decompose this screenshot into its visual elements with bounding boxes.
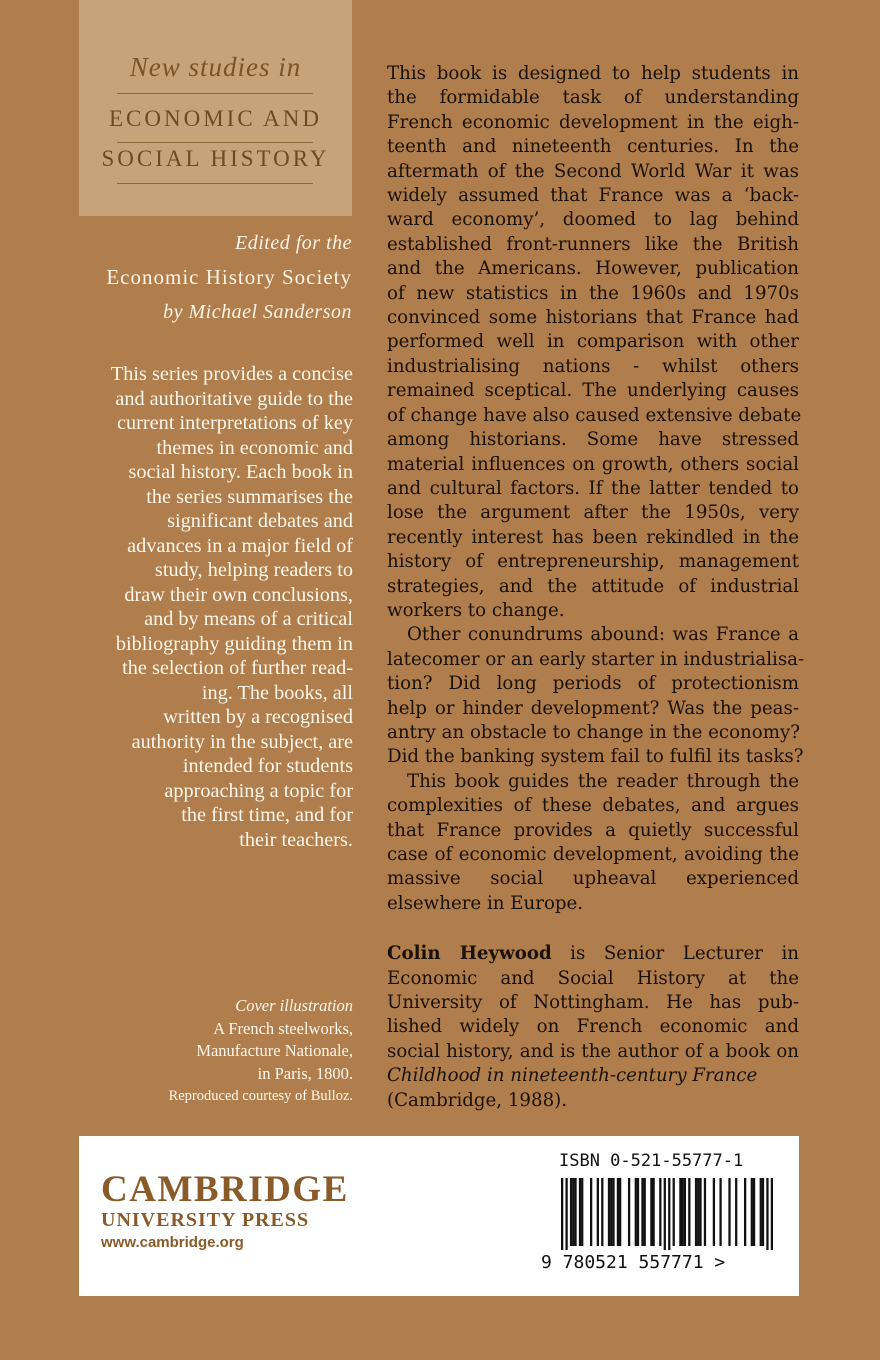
blurb-line: the formidable task of understanding	[387, 87, 799, 109]
barcode-bar	[574, 1178, 576, 1246]
blurb-line: workers to change.	[387, 599, 565, 621]
publisher-panel	[79, 1136, 799, 1296]
series-description-line: and by means of a critical	[144, 608, 353, 630]
series-description-line: advances in a major field of	[127, 534, 353, 557]
blurb-line: ward economy’, doomed to lag behind	[387, 209, 799, 231]
barcode-bar	[619, 1178, 621, 1246]
barcode-bar	[659, 1178, 661, 1246]
barcode-bar	[695, 1178, 697, 1246]
cover-illustration-line: A French steelworks,	[213, 1018, 353, 1038]
blurb-line: This book is designed to help students in	[387, 63, 799, 84]
blurb-line: tion? Did long periods of protectionism	[387, 673, 799, 695]
blurb-line: This book guides the reader through the	[407, 770, 799, 792]
barcode-bar	[688, 1178, 690, 1246]
blurb-line: and cultural factors. If the latter tended to	[387, 477, 799, 499]
barcode-bar	[601, 1178, 603, 1246]
cover-illustration-heading: Cover illustration	[235, 996, 353, 1015]
blurb-line: widely assumed that France was a ‘back-	[387, 185, 799, 207]
series-caps-line-2: SOCIAL HISTORY	[101, 146, 330, 171]
barcode-bar	[590, 1178, 592, 1246]
barcode-bar	[608, 1178, 610, 1246]
barcode-bar	[751, 1178, 753, 1246]
cover-illustration-line: in Paris, 1800.	[257, 1063, 353, 1083]
author-bio-line: is Senior Lecturer in	[551, 943, 799, 965]
blurb-line: recently interest has been rekindled in the	[387, 526, 799, 548]
blurb-line: lose the argument after the 1950s, very	[387, 502, 799, 524]
series-description-line: the first time, and for	[181, 804, 353, 826]
series-description-line: the selection of further read-	[122, 657, 353, 679]
barcode-bar	[610, 1178, 612, 1246]
blurb-line: of change have also caused extensive debate	[387, 404, 802, 426]
barcode-bar	[612, 1178, 614, 1246]
barcode-bar	[699, 1178, 701, 1246]
blurb-line: material influences on growth, others social	[387, 453, 799, 475]
barcode-bar	[762, 1178, 764, 1246]
blurb-line: industrialising nations - whilst others	[387, 355, 799, 377]
blurb-line: among historians. Some have stressed	[387, 429, 799, 451]
barcode-bar	[637, 1178, 639, 1246]
barcode-bar	[771, 1178, 773, 1250]
series-description-line: current interpretations of key	[117, 412, 353, 434]
blurb-line: elsewhere in Europe.	[387, 892, 584, 914]
blurb-line: convinced some historians that France had	[387, 307, 799, 329]
blurb-line: latecomer or an early starter in industrialisa-	[387, 648, 805, 670]
blurb-line: performed well in comparison with other	[387, 331, 799, 353]
series-description-line: themes in economic and	[156, 436, 353, 459]
barcode-bar	[641, 1178, 643, 1246]
blurb-line: massive social upheaval experienced	[387, 868, 799, 890]
blurb-line: established front-runners like the British	[387, 233, 799, 255]
blurb-line: that France provides a quietly successful	[387, 819, 799, 841]
blurb-paragraph	[387, 62, 802, 623]
cover-illustration-line: Reproduced courtesy of Bulloz.	[168, 1088, 353, 1104]
blurb-paragraph	[387, 623, 805, 769]
series-description-line: written by a recognised	[163, 706, 353, 728]
blurb-line: strategies, and the attitude of industrial	[387, 575, 799, 597]
barcode-bar	[570, 1178, 572, 1246]
isbn-label: ISBN 0-521-55777-1	[559, 1151, 744, 1171]
barcode-bar	[697, 1178, 699, 1246]
barcode-bar	[650, 1178, 652, 1246]
series-description-line: ing. The books, all	[201, 681, 353, 704]
barcode-bar	[635, 1178, 637, 1246]
barcode-bar	[652, 1178, 654, 1246]
series-description-line: This series provides a concise	[110, 363, 353, 385]
author-bio-line: (Cambridge, 1988).	[387, 1089, 568, 1111]
cover-illustration-credit	[100, 995, 353, 1108]
series-title-box	[79, 0, 352, 216]
series-description-line: and authoritative guide to the	[115, 387, 353, 410]
series-italic-title: New studies in	[129, 52, 302, 82]
barcode-bar	[579, 1178, 581, 1246]
barcode-bar	[728, 1178, 730, 1246]
series-divider	[117, 142, 313, 143]
barcode-bar	[668, 1178, 670, 1250]
editor-line-3: by Michael Sanderson	[163, 301, 352, 323]
barcode-bar	[617, 1178, 619, 1246]
blurb-line: Other conundrums abound: was France a	[407, 624, 799, 646]
barcode-bar	[744, 1178, 746, 1246]
author-bio-line: lished widely on French economic and	[387, 1016, 799, 1038]
barcode-bar	[644, 1178, 646, 1246]
series-divider	[117, 93, 313, 94]
series-description-line: their teachers.	[239, 828, 353, 851]
barcode-bar	[682, 1178, 684, 1246]
publisher-subname: UNIVERSITY PRESS	[101, 1209, 310, 1231]
series-caps-line-1: ECONOMIC AND	[109, 106, 322, 131]
ean-number: 9 780521 557771 >	[541, 1252, 726, 1273]
barcode-bar	[713, 1178, 715, 1246]
blurb-line: help or hinder development? Was the peas-	[387, 697, 799, 719]
author-name: Colin Heywood	[387, 943, 552, 965]
barcode-bar	[735, 1178, 737, 1246]
blurb-line: aftermath of the Second World War it was	[387, 160, 799, 182]
series-description-line: intended for students	[182, 755, 353, 777]
blurb-line: history of entrepreneurship, management	[387, 551, 799, 573]
editor-line-1: Edited for the	[235, 232, 352, 254]
series-description	[70, 362, 353, 852]
barcode	[561, 1178, 773, 1250]
editor-line-2: Economic History Society	[106, 265, 352, 289]
publisher-logo	[101, 1168, 349, 1232]
blurb-line: of new statistics in the 1960s and 1970s	[387, 282, 799, 304]
blurb-line: case of economic development, avoiding the	[387, 844, 799, 865]
barcode-bar	[561, 1178, 563, 1250]
series-description-line: social history. Each book in	[128, 461, 353, 483]
series-description-line: authority in the subject, are	[131, 730, 353, 753]
barcode-bar	[565, 1178, 567, 1250]
author-bio-line: social history, and is the author of a book on	[387, 1040, 799, 1062]
barcode-bar	[572, 1178, 574, 1246]
series-description-line: study, helping readers to	[154, 559, 353, 581]
blurb-line: French economic development in the eigh-	[387, 111, 799, 133]
barcode-bar	[628, 1178, 630, 1246]
blurb-paragraph	[387, 770, 799, 916]
blurb-line: antry an obstacle to change in the economy?	[387, 721, 800, 743]
blurb	[387, 62, 805, 1113]
series-description-line: bibliography guiding them in	[115, 632, 353, 655]
barcode-bar	[679, 1178, 681, 1246]
author-bio-line: Economic and Social History at the	[387, 967, 799, 989]
barcode-bar	[719, 1178, 721, 1246]
barcode-bar	[673, 1178, 675, 1246]
series-divider	[117, 183, 313, 184]
cover-illustration-line: Manufacture Nationale,	[196, 1041, 353, 1060]
barcode-bar	[597, 1178, 599, 1246]
author-book-title: Childhood in nineteenth-century France	[387, 1065, 758, 1087]
blurb-line: complexities of these debates, and argues	[387, 795, 799, 817]
barcode-bar	[581, 1178, 583, 1246]
series-description-line: significant debates and	[167, 510, 353, 532]
publisher-name: CAMBRIDGE	[101, 1169, 349, 1210]
barcode-bar	[684, 1178, 686, 1246]
barcode-bar	[753, 1178, 755, 1246]
blurb-line: teenth and nineteenth centuries. In the	[387, 136, 799, 158]
barcode-bar	[704, 1178, 706, 1246]
series-description-line: draw their own conclusions,	[124, 583, 353, 606]
barcode-bar	[664, 1178, 666, 1250]
series-description-line: approaching a topic for	[164, 779, 353, 802]
blurb-line: Did the banking system fail to fulfil its tasks?	[387, 746, 804, 768]
author-bio-line: University of Nottingham. He has pub-	[387, 992, 799, 1014]
series-description-line: the series summarises the	[146, 485, 353, 508]
publisher-url: www.cambridge.org	[101, 1234, 244, 1251]
barcode-bar	[766, 1178, 768, 1250]
blurb-line: remained sceptical. The underlying causes	[387, 380, 799, 402]
barcode-bar	[760, 1178, 762, 1246]
blurb-line: and the Americans. However, publication	[387, 258, 799, 280]
author-bio	[387, 942, 799, 1113]
